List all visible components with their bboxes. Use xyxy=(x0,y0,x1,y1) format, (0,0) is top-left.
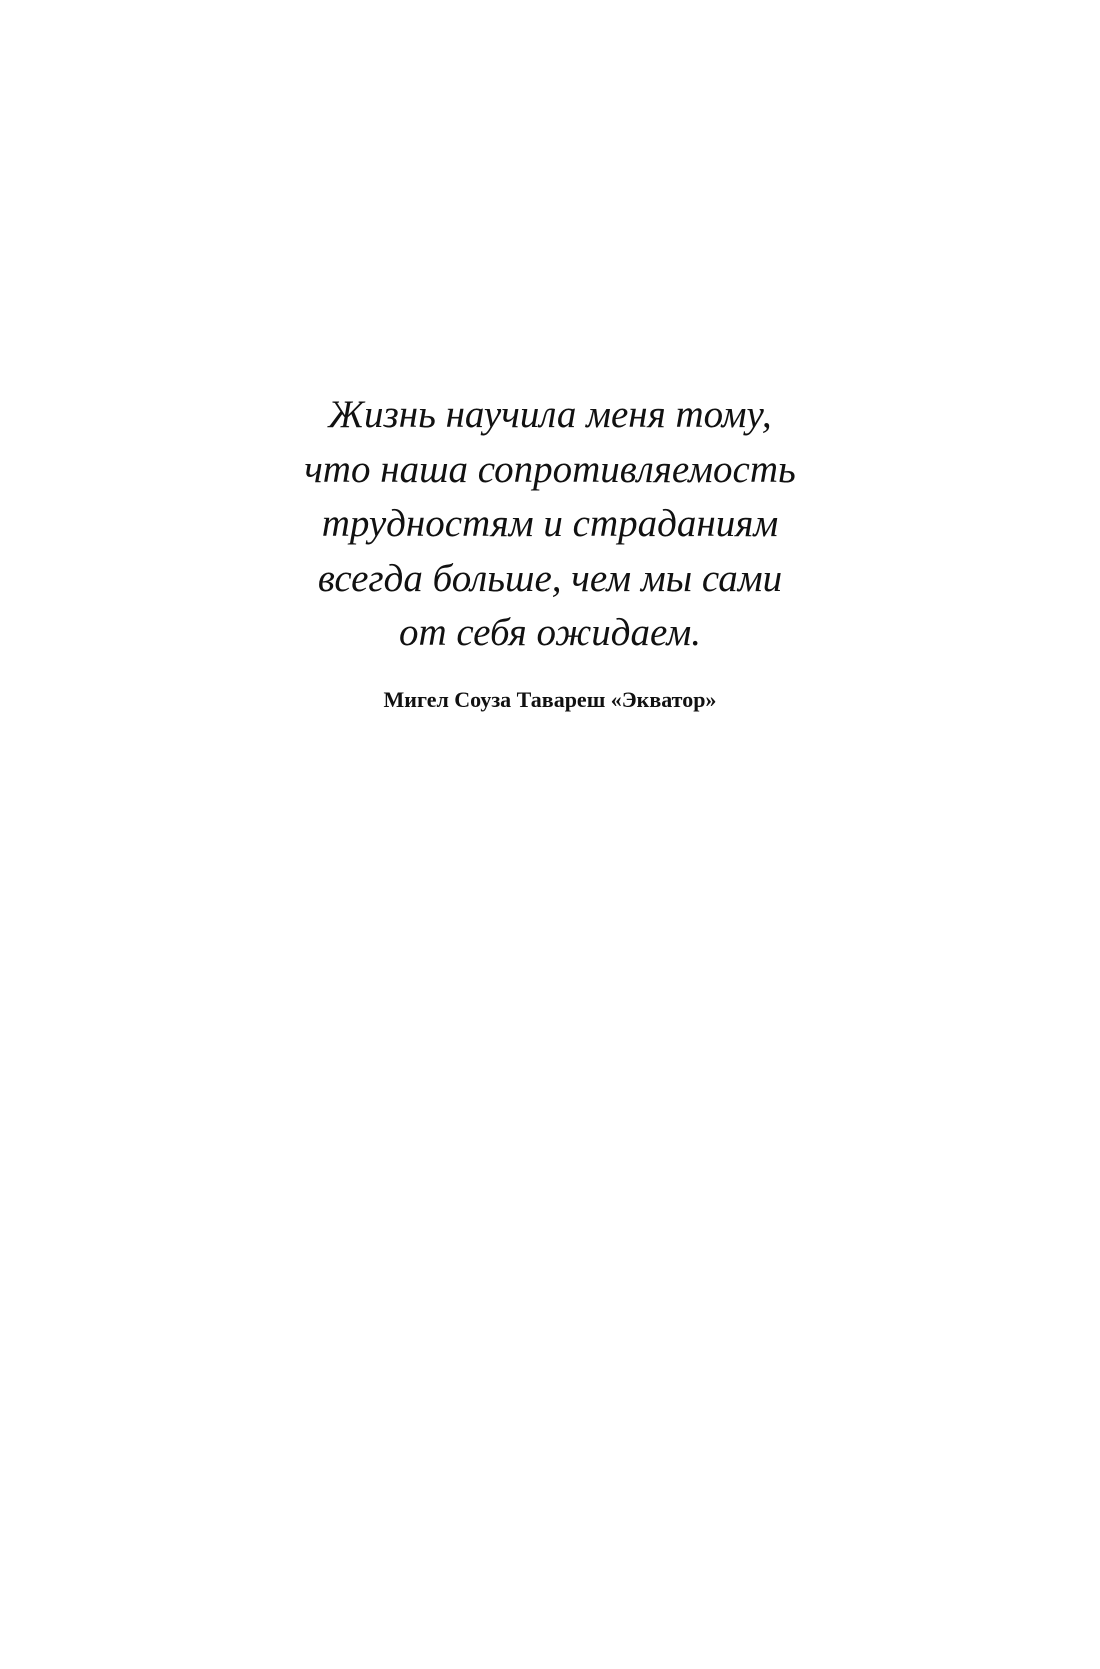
quote-line: трудностям и страданиям xyxy=(321,502,779,545)
quote-line: Жизнь научила меня тому, xyxy=(328,393,772,436)
quote-line: что наша сопротивляемость xyxy=(304,447,796,491)
quote-line: от себя ожидаем. xyxy=(398,611,702,654)
epigraph xyxy=(0,388,1100,714)
quote-line: всегда больше, чем мы сами xyxy=(317,556,783,600)
epigraph-quote xyxy=(0,388,1100,661)
epigraph-attribution: Мигел Соуза Тавареш «Экватор» xyxy=(383,686,717,712)
